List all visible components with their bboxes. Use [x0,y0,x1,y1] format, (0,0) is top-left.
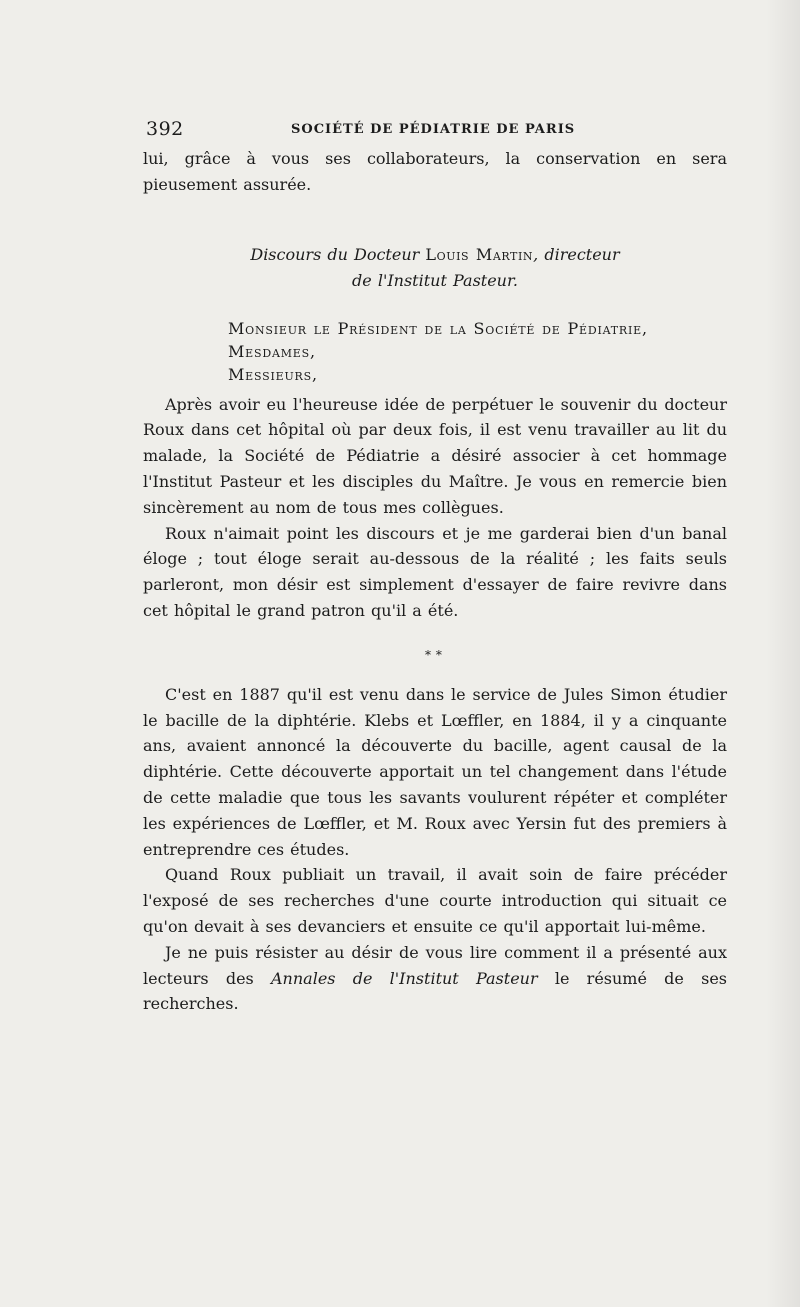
book-page [143,112,727,1017]
speech-heading [143,242,727,294]
salutation [143,317,727,386]
heading-suffix: , directeur [533,244,620,264]
heading-prefix: Discours du Docteur [250,244,426,264]
salutation-line-1: Monsieur le Président de la Société de Pédiatrie, [228,318,648,338]
section-2 [143,682,727,1017]
page-edge-shade [766,0,800,1307]
opening-paragraph: lui, grâce à vous ses collaborateurs, la conservation en sera pieusement assurée. [143,149,727,194]
salutation-line-2: Mesdames, [228,341,316,361]
speaker-name: Louis Martin [425,244,534,264]
page-number: 392 [146,118,184,140]
journal-title: Annales de l'Institut Pasteur [271,968,538,988]
speech-heading-line-2: de l'Institut Pasteur. [352,270,518,290]
speech-heading-line-1 [143,242,727,268]
asterism: * * [425,647,442,662]
section-divider [133,624,727,682]
paragraph: Roux n'aimait point les discours et je me garderai bien d'un banal éloge ; tout éloge serait au-dessous de la réalité ; les faits seuls parleront, mon désir est simplement d'essayer de faire revivre dans cet hôpital le grand patron qu'il a été. [143,523,727,620]
salutation-line-3: Messieurs, [228,364,318,384]
last-paragraph-end: le résumé de ses recherches. [143,968,728,1014]
last-paragraph-start: Je ne puis résister au désir de vous lire comment il a présenté aux lecteurs des [143,942,727,988]
paragraph: C'est en 1887 qu'il est venu dans le service de Jules Simon étudier le bacille de la diphtérie. Klebs et Lœffler, en 1884, il y a cinquante ans, avaient annoncé la découverte du bacille, agent causal de la diphtérie. Cette découverte apportait un tel changement dans l'étude de cette maladie que tous les savants voulurent répéter et compléter les expériences de Lœffler, et M. Roux avec Yersin fut des premiers à entreprendre ces études. [143,684,727,859]
page-header [143,112,727,146]
paragraph: Quand Roux publiait un travail, il avait soin de faire précéder l'exposé de ses recherches d'une courte introduction qui situait ce qu'on devait à ses devanciers et ensuite ce qu'il apportait lui-même. [143,865,727,936]
running-head: SOCIÉTÉ DE PÉDIATRIE DE PARIS [291,122,576,137]
section-1 [143,392,727,624]
last-paragraph [143,940,727,1017]
body-text [143,146,727,1017]
paragraph: Après avoir eu l'heureuse idée de perpétuer le souvenir du docteur Roux dans cet hôpital où par deux fois, il est venu travailler au lit du malade, la Société de Pédiatrie a désiré associer à cet hommage l'Institut Pasteur et les disciples du Maître. Je vous en remercie bien sincèrement au nom de tous mes collègues. [143,394,727,517]
